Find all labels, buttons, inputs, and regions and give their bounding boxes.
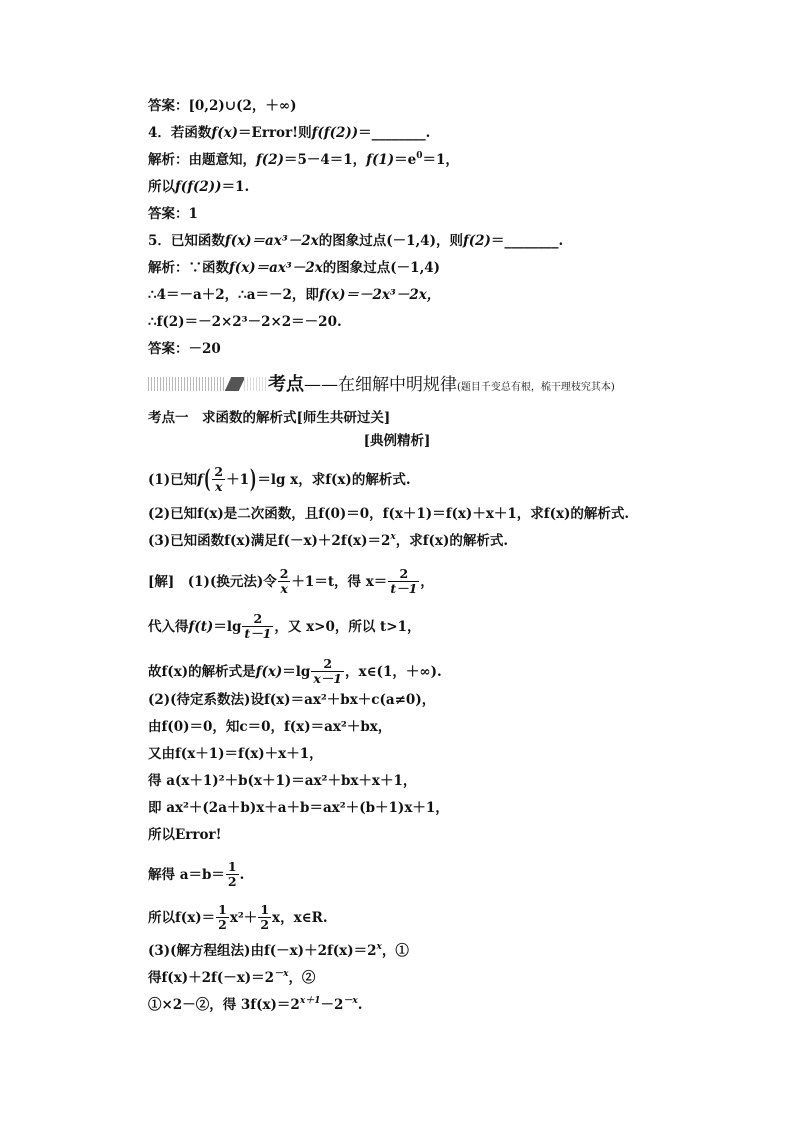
- s5-func2: f(x)＝－2x³－2x，: [318, 287, 441, 303]
- solution-5-line1: [148, 259, 440, 277]
- q4-fx: f(x): [211, 125, 239, 141]
- sol7-text: 得 a(x＋1)²＋b(x＋1)＝ax²＋bx＋x＋1，: [148, 773, 417, 789]
- ex1-fraction: [212, 465, 225, 494]
- solution-1-line3: [148, 658, 442, 687]
- banner-hatch-decoration: [148, 377, 226, 391]
- sol13-exp: －x: [274, 969, 289, 979]
- subsection-label-text: [典例精析]: [363, 433, 431, 449]
- answer-3: [148, 97, 297, 115]
- sol2-text-a: 代入得: [148, 619, 189, 635]
- s5-func: f(x)＝ax³－2x: [229, 260, 323, 276]
- s4-text-e: 所以: [148, 179, 175, 195]
- ex1-text-b: ＝lg x，求f(x)的解析式.: [257, 472, 411, 488]
- sol11-frac1: [216, 903, 229, 932]
- banner-slash-decoration: [225, 377, 246, 391]
- q4-text-c: ＝________.: [358, 125, 431, 141]
- sol3-frac: [311, 657, 344, 686]
- sol11-text-a: 所以f(x)＝: [148, 910, 216, 926]
- solution-3-line2: [148, 969, 315, 987]
- banner-note: (题目千变总有根，梳干理枝究其本): [457, 382, 615, 393]
- q4-text: 4．若函数: [148, 125, 212, 141]
- example-part-3: [148, 532, 508, 550]
- section-heading: [148, 409, 390, 427]
- s4-exp: 0: [416, 151, 423, 161]
- sol11-frac2: [258, 903, 271, 932]
- solution-5-line3: [148, 313, 342, 331]
- sol8-text: 即 ax²＋(2a＋b)x＋a＋b＝ax²＋(b＋1)x＋1，: [148, 800, 449, 816]
- s4-text-f: ＝1.: [221, 179, 250, 195]
- s4-ffx: f(f(2)): [175, 179, 222, 195]
- solution-2-line6: [148, 826, 222, 844]
- answer-4-text: 答案：1: [148, 206, 198, 222]
- sol3-text-b: ＝lg: [282, 664, 311, 680]
- sol12-text-b: ，①: [381, 943, 409, 959]
- sol14-text-c: .: [357, 997, 363, 1013]
- ex1-frac-den: x: [212, 479, 225, 494]
- s4-text-d: ＝1，: [422, 152, 459, 168]
- sol10-frac: [226, 860, 239, 889]
- q5-f2: f(2): [462, 233, 491, 249]
- sol3-frac-den: x－1: [313, 671, 343, 686]
- q5-func: f(x)＝ax³－2x: [224, 233, 319, 249]
- answer-5-text: 答案：－20: [148, 341, 221, 357]
- question-5: [148, 232, 563, 250]
- sol1-text-a: [解] (1)(换元法)令: [148, 574, 277, 590]
- sol3-fx: f(x): [255, 664, 283, 680]
- sol2-text-b: ＝lg: [213, 619, 242, 635]
- sol1-frac1-den: x: [278, 581, 291, 596]
- q5-text-b: 的图象过点(－1,4)，则: [318, 233, 463, 249]
- solution-2-line3: [148, 745, 323, 763]
- ex1-frac-num: 2: [214, 464, 224, 479]
- sol11-text-c: x，x∈R.: [272, 910, 328, 926]
- sol1-frac1: [278, 567, 291, 596]
- q4-text-b: ＝Error!则: [238, 125, 312, 141]
- sol1-frac2: [388, 567, 419, 596]
- s4-text-a: 解析：由题意知，: [148, 152, 256, 168]
- answer-4: [148, 205, 198, 223]
- right-paren: ): [249, 464, 257, 496]
- solution-1-line2: [148, 613, 421, 642]
- solution-2-line5: [148, 799, 449, 817]
- sol13-text-b: ，②: [288, 970, 316, 986]
- sol10-text: 解得 a＝b＝: [148, 867, 225, 883]
- sol3-frac-num: 2: [323, 656, 333, 671]
- solution-2-line8: [148, 904, 328, 933]
- ex1-f: f: [197, 472, 203, 488]
- q5-text-a: 5．已知函数: [148, 233, 225, 249]
- sol1-frac2-den: t－1: [390, 581, 418, 596]
- section-heading-text: 考点一 求函数的解析式[师生共研过关]: [148, 410, 391, 426]
- sol10-frac-den: 2: [227, 874, 237, 889]
- s4-text-b: ＝5－4＝1，: [283, 152, 367, 168]
- ex2-text: (2)已知f(x)是二次函数，且f(0)＝0，f(x＋1)＝f(x)＋x＋1，求f(x)的解析式.: [148, 506, 630, 522]
- sol3-text-c: ，x∈(1，＋∞).: [345, 664, 442, 680]
- ex3-text-b: ，求f(x)的解析式.: [395, 533, 509, 549]
- s5-text-c: ∴4＝－a＋2，∴a＝－2，即: [148, 287, 319, 303]
- sol13-text-a: 得f(x)＋2f(－x)＝2: [148, 970, 275, 986]
- sol10-dot: .: [239, 867, 245, 883]
- s5-text-d: ∴f(2)＝－2×2³－2×2＝－20.: [148, 314, 342, 330]
- question-4: [148, 124, 430, 142]
- solution-3-line1: [148, 942, 409, 960]
- solution-2-line7: [148, 861, 244, 890]
- sol11-frac1-num: 1: [218, 902, 227, 917]
- example-part-1: (1)已知f( $\frac{2}{x}$ ＋1)＝lg x，求f(x)的解析式.: [148, 464, 411, 496]
- s4-text-c: ＝e: [394, 152, 417, 168]
- ex3-text-a: (3)已知函数f(x)满足f(－x)＋2f(x)＝2: [148, 533, 391, 549]
- sol14-exp1: x＋1: [299, 996, 321, 1006]
- s5-text-b: 的图象过点(－1,4): [322, 260, 441, 276]
- ex3-exp: x: [390, 532, 396, 542]
- sol11-frac2-den: 2: [260, 917, 270, 932]
- sol1-frac2-num: 2: [399, 566, 409, 581]
- sol2-ft: f(t): [188, 619, 214, 635]
- answer-3-text: 答案：[0,2)∪(2，＋∞): [148, 98, 297, 114]
- sol2-frac: [242, 612, 273, 641]
- s5-text-a: 解析：∵函数: [148, 260, 229, 276]
- sol1-frac1-num: 2: [279, 566, 289, 581]
- solution-1-line1: [解] (1)(换元法)令 $\frac{2}{x}$ ＋1＝t，得 x＝ $\frac{2}{t-1}$ ，: [148, 566, 434, 596]
- sol2-text-c: ，又 x>0，所以 t>1，: [274, 619, 421, 635]
- sol3-text-a: 故f(x)的解析式是: [148, 664, 256, 680]
- q5-text-c: ＝________.: [490, 233, 564, 249]
- answer-5: [148, 340, 221, 358]
- s4-f1: f(1): [366, 152, 395, 168]
- solution-4-line2: [148, 178, 249, 196]
- solution-5-line2: [148, 286, 440, 304]
- sol1-text-b: ＋1＝t，得 x＝: [291, 574, 388, 590]
- solution-3-line3: [148, 996, 362, 1014]
- solution-2-line2: [148, 718, 391, 736]
- sol4-text: (2)(待定系数法)设f(x)＝ax²＋bx＋c(a≠0)，: [148, 692, 436, 708]
- section-banner: [148, 374, 668, 396]
- solution-4-line1: [148, 151, 459, 169]
- sol14-text-b: －2: [320, 997, 344, 1013]
- solution-2-line4: [148, 772, 416, 790]
- sol11-text-b: x²＋: [229, 910, 258, 926]
- solution-2-line1: [148, 691, 435, 709]
- banner-subtitle: ——在细解中明规律: [304, 375, 457, 395]
- banner-keyword: 考点: [268, 374, 304, 395]
- sol11-frac1-den: 2: [218, 917, 227, 932]
- subsection-label: [0, 432, 794, 450]
- sol14-exp2: －x: [343, 996, 358, 1006]
- sol10-frac-num: 1: [227, 859, 237, 874]
- sol9-text: 所以Error!: [148, 827, 222, 843]
- example-part-2: [148, 505, 629, 523]
- sol12-text-a: (3)(解方程组法)由f(－x)＋2f(x)＝2: [148, 943, 377, 959]
- left-paren: (: [203, 464, 211, 496]
- ex1-text-a: (1)已知: [148, 472, 198, 488]
- sol6-text: 又由f(x＋1)＝f(x)＋x＋1，: [148, 746, 323, 762]
- banner-title: [266, 374, 617, 399]
- sol11-frac2-num: 1: [260, 902, 270, 917]
- sol5-text: 由f(0)＝0，知c＝0，f(x)＝ax²＋bx，: [148, 719, 392, 735]
- sol2-frac-den: t－1: [244, 626, 272, 641]
- s4-f2: f(2): [256, 152, 284, 168]
- q4-ffx: f(f(2)): [311, 125, 359, 141]
- sol14-text-a: ①×2－②，得 3f(x)＝2: [148, 997, 300, 1013]
- sol2-frac-num: 2: [253, 611, 263, 626]
- sol12-exp: x: [376, 942, 382, 952]
